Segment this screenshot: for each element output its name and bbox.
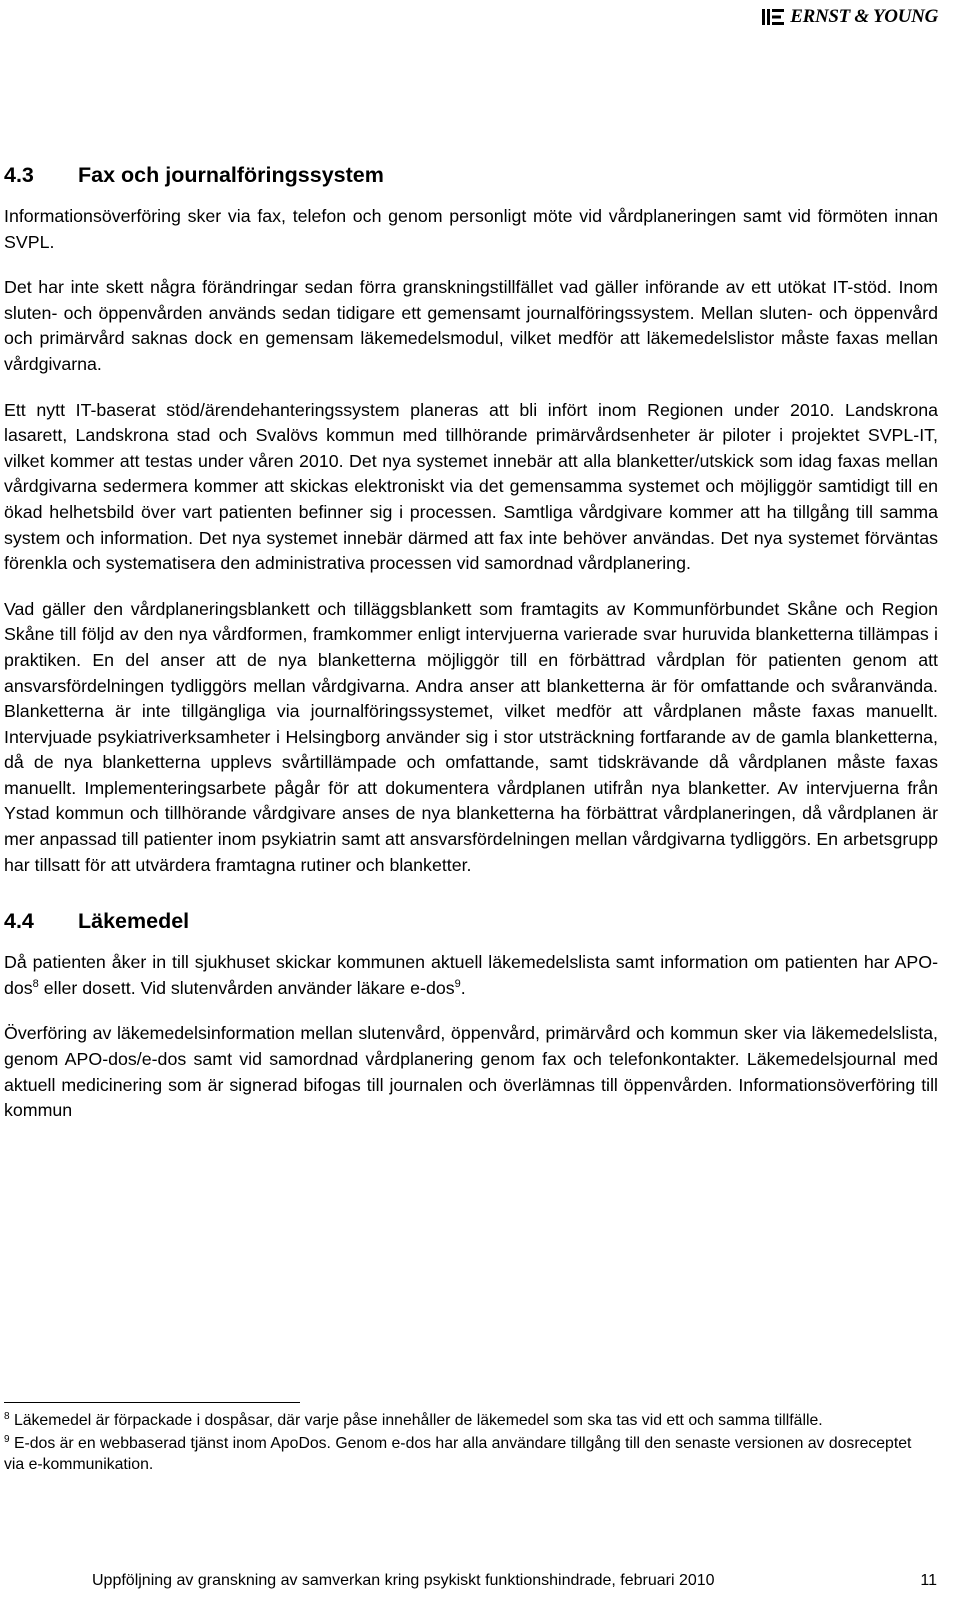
- section-number: 4.3: [4, 163, 34, 187]
- section-heading-4-3: [4, 162, 938, 188]
- paragraph: [4, 950, 938, 1001]
- footnote: [4, 1433, 934, 1475]
- page-content: [4, 162, 938, 1124]
- text-run: Då patienten åker in till sjukhuset skickar kommunen aktuell läkemedelslista samt information om patienten har APO-dos: [4, 952, 938, 998]
- footnote-text: Läkemedel är förpackade i dospåsar, där varje påse innehåller de läkemedel som ska tas vid ett och samma tillfälle.: [9, 1412, 823, 1429]
- text-run: eller dosett. Vid slutenvården använder läkare e-dos: [38, 977, 455, 998]
- page-number: 11: [920, 1572, 937, 1589]
- paragraph: Ett nytt IT-baserat stöd/ärendehanteringssystem planeras att bli infört inom Regionen under 2010. Landskrona lasarett, Landskrona stad och Svalövs kommun med tillhörande primärvårdsenheter är piloter i projektet SVPL-IT, vilket kommer att testas under våren 2010. Det nya systemet innebär att alla blanketter/utskick som idag faxas mellan vårdgivarna sedermera kommer att skickas elektroniskt via det gemensamma systemet och möjliggör samtidigt till en ökad helhetsbild över vart patienten befinner sig i processen. Samtliga vårdgivare kommer att ha tillgång till samma system och information. Det nya systemet innebär därmed att fax inte behöver användas. Det nya systemet förväntas förenkla och systematisera den administrativa processen vid samordnad vårdplanering.: [4, 399, 938, 574]
- paragraph: Det har inte skett några förändringar sedan förra granskningstillfället vad gäller införande av ett utökat IT-stöd. Inom sluten- och öppenvården används sedan tidigare ett gemensamt journalföringssystem. Mellan sluten- och öppenvård och primärvård saknas dock en gemensam läkemedelsmodul, vilket medför att läkemedelslistor måste faxas mellan vårdgivarna.: [4, 277, 938, 374]
- footnote-ref: 9: [454, 977, 461, 990]
- paragraph: Överföring av läkemedelsinformation mellan slutenvård, öppenvård, primärvård och kommun sker via läkemedelslista, genom APO-dos/e-dos samt vid samordnad vårdplanering genom fax och telefonkontakter. Läkemedelsjournal med aktuell medicinering som är signerad bifogas till journalen och överlämnas till öppenvården. Informationsöverföring till kommun: [4, 1023, 938, 1121]
- footnote: [4, 1410, 934, 1431]
- section-title: Fax och journalföringssystem: [78, 163, 384, 187]
- section-heading-4-4: [4, 908, 938, 934]
- paragraph: Informationsöverföring sker via fax, telefon och genom personligt möte vid vårdplaneringen samt vid förmöten innan SVPL.: [4, 206, 938, 252]
- ey-logo-icon: [762, 7, 784, 27]
- footer-text: Uppföljning av granskning av samverkan kring psykiskt funktionshindrade, februari 2010: [92, 1572, 715, 1589]
- paragraph: Vad gäller den vårdplaneringsblankett och tilläggsblankett som framtagits av Kommunförbundet Skåne och Region Skåne till följd av den nya vårdformen, framkommer enligt intervjuerna varierade svar huruvida blanketterna tillämpas i praktiken. En del anser att de nya blanketterna möjliggör till en förbättrad vårdplan för patienten genom att ansvarsfördelningen tydliggörs mellan vårdgivarna. Andra anser att blanketterna är för omfattande och svåranvända. Blanketterna är inte tillgängliga via journalföringssystemet, vilket medför att vårdplanen måste faxas manuellt. Intervjuade psykiatriverksamheter i Helsingborg använder sig i stor utsträckning fortfarande av de gamla blanketterna, då de nya blanketterna upplevs svårtillämpade och omfattande, samt tidskrävande då vårdplanen måste faxas manuellt. Implementeringsarbete pågår för att dokumentera vårdplanen utifrån nya blanketter. Av intervjuerna från Ystad kommun och tillhörande vårdgivare anses de nya blanketterna ha förbättrat vårdplaneringen, då vårdplanen är mer anpassad till patienter inom psykiatrin samt att ansvarsfördelningen mellan vårdgivarna tydliggörs. En arbetsgrupp har tillsatt för att utvärdera framtagna rutiner och blanketter.: [4, 598, 938, 875]
- footnote-mark: 9: [4, 1434, 10, 1445]
- footnote-divider: [4, 1402, 300, 1403]
- text-run: .: [460, 977, 466, 998]
- footnote-mark: 8: [4, 1411, 10, 1422]
- section-title: Läkemedel: [78, 909, 190, 934]
- footnote-ref: 8: [32, 977, 39, 990]
- ernst-young-logo: [762, 6, 938, 28]
- logo-text: ERNST & YOUNG: [790, 6, 938, 27]
- section-number: 4.4: [4, 909, 34, 934]
- footnotes: [4, 1410, 934, 1477]
- footnote-text: E-dos är en webbaserad tjänst inom ApoDos. Genom e-dos har alla användare tillgång till den senaste versionen av dosreceptet via e-kommunikation.: [4, 1435, 912, 1473]
- page-footer: [92, 1572, 937, 1590]
